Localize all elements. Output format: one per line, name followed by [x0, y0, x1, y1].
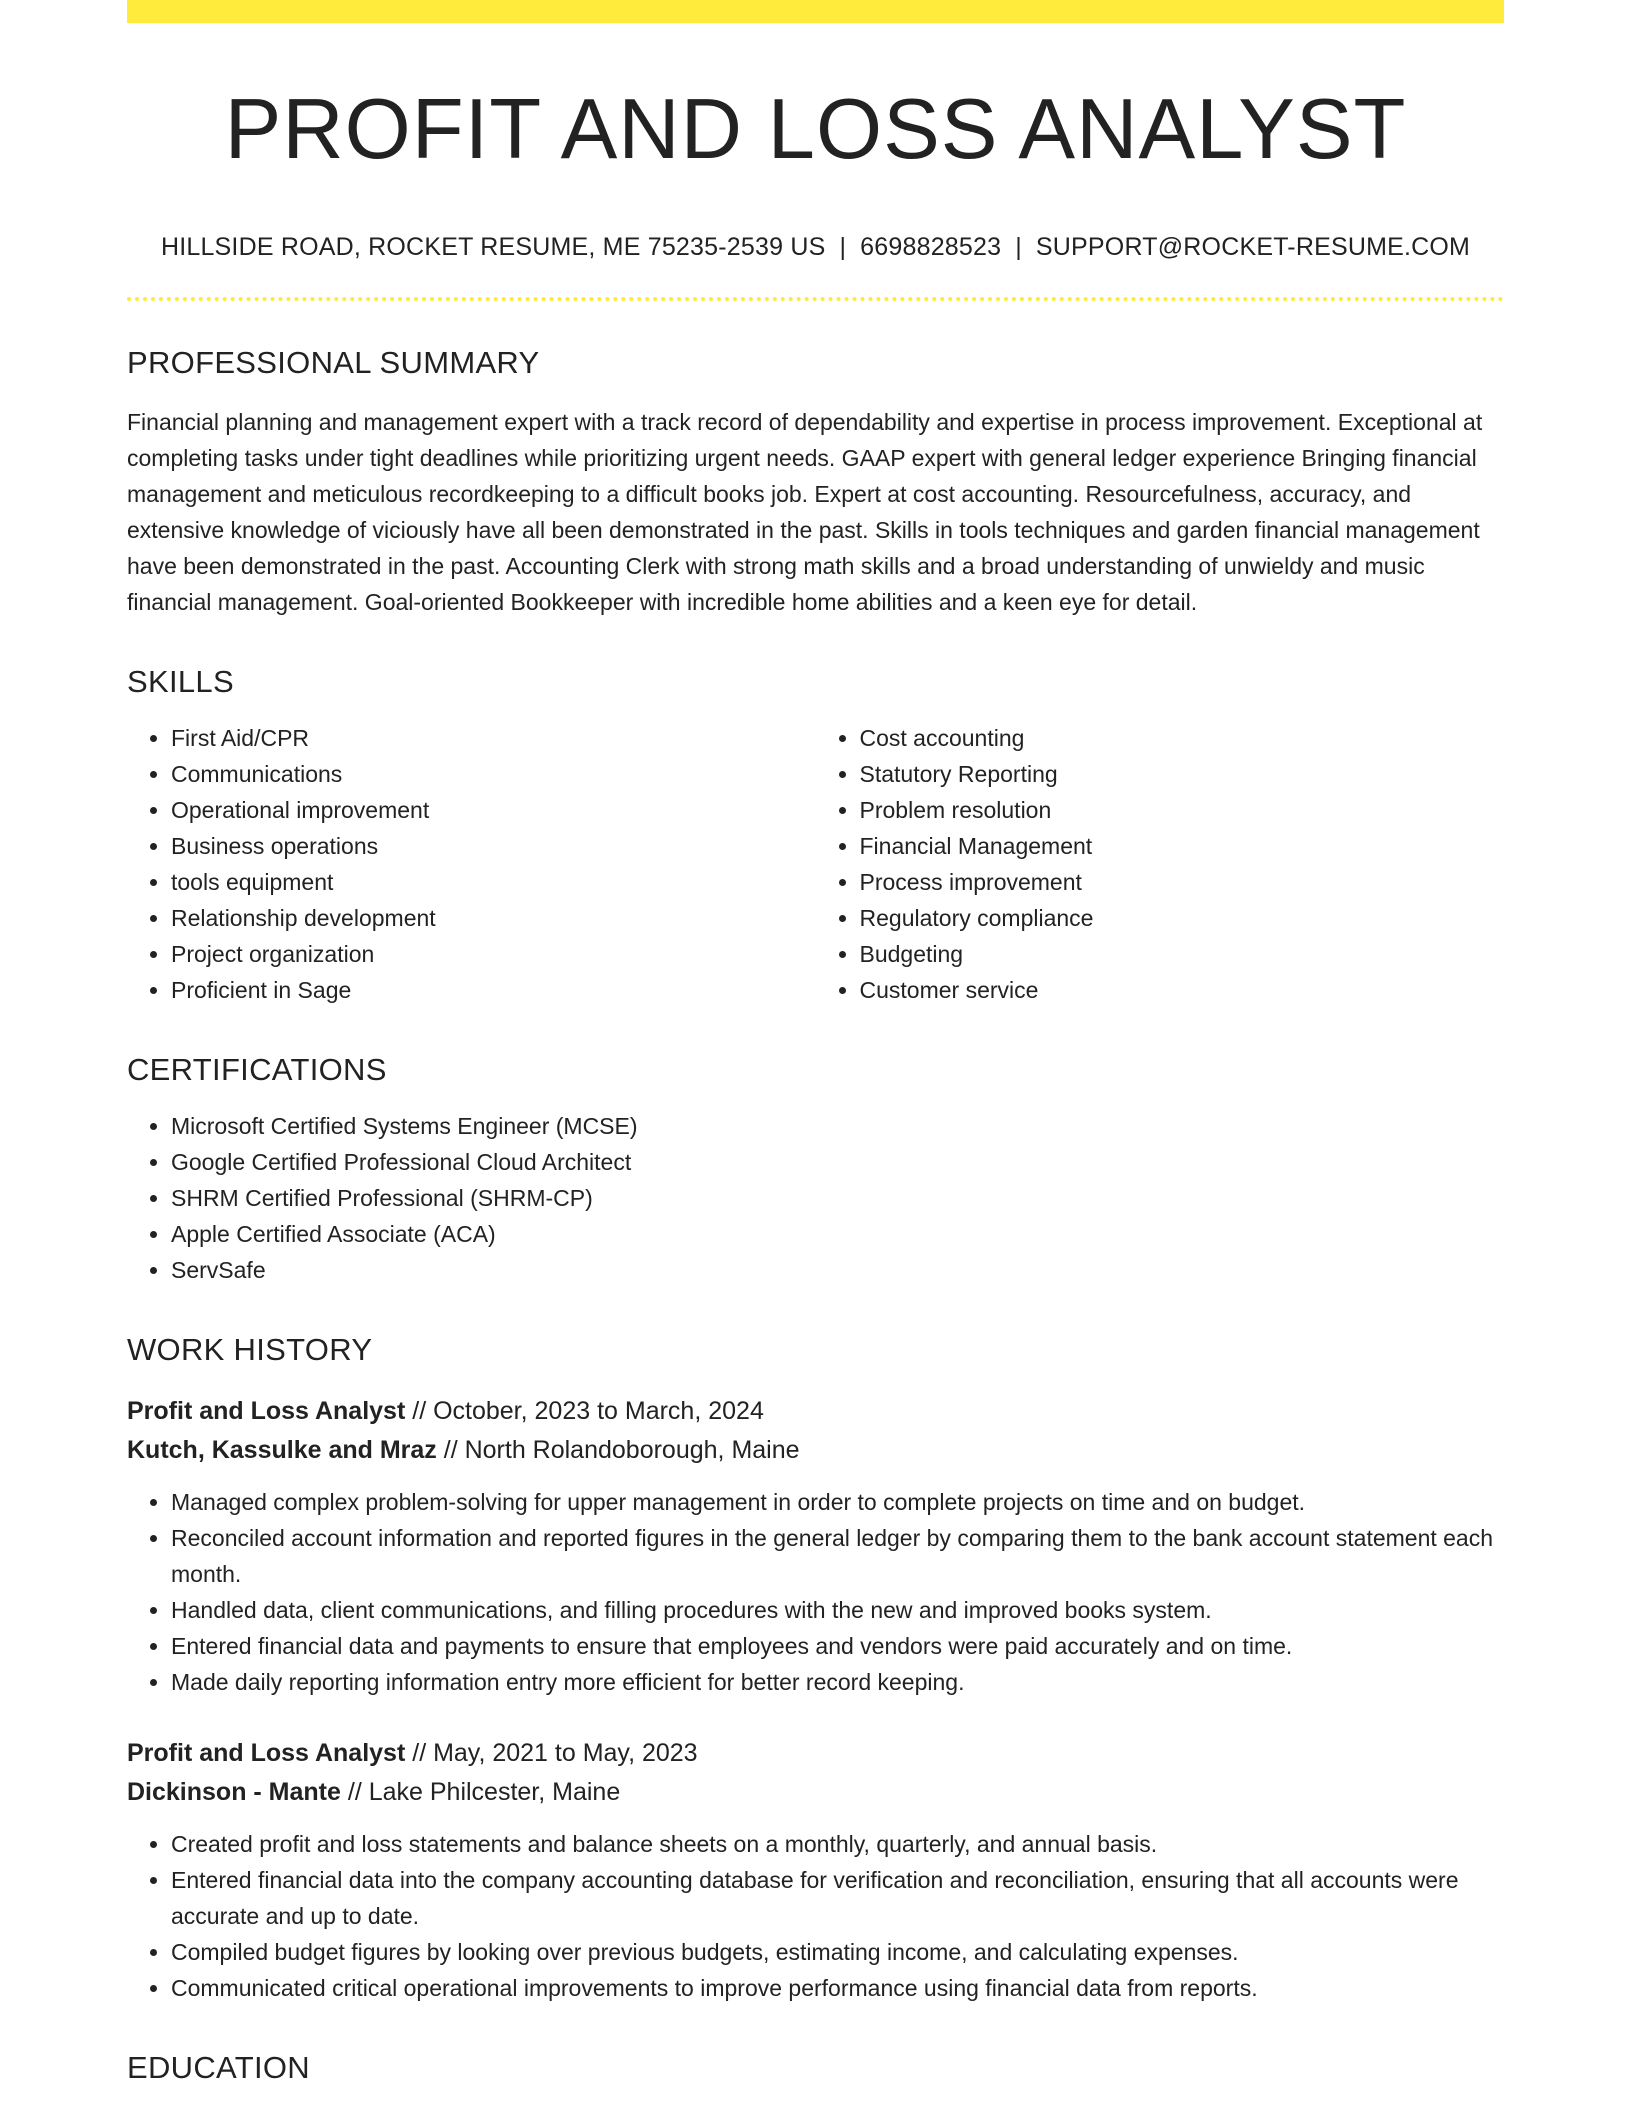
certification-item: • Apple Certified Associate (ACA): [171, 1216, 1504, 1252]
skill-item: • Business operations: [171, 828, 816, 864]
job-company-line: [127, 1773, 1504, 1812]
skill-item: • Communications: [171, 756, 816, 792]
job-bullet: • Entered financial data and payments to ensure that employees and vendors were paid accurately and on time.: [171, 1628, 1504, 1664]
skill-item: • Customer service: [860, 972, 1505, 1008]
work-history-heading: WORK HISTORY: [127, 1331, 373, 1367]
skill-item: • Financial Management: [860, 828, 1505, 864]
skill-item: • Project organization: [171, 936, 816, 972]
contact-email: SUPPORT@ROCKET-RESUME.COM: [1035, 232, 1471, 261]
job-location: // North Rolandoborough, Maine: [436, 1435, 800, 1464]
certification-item: • ServSafe: [171, 1252, 1504, 1288]
job-company-line: [127, 1431, 1504, 1470]
summary-heading: PROFESSIONAL SUMMARY: [127, 344, 540, 380]
job-bullets: [127, 1826, 1504, 2006]
job-role-line: [127, 1392, 1504, 1431]
job-bullet: • Compiled budget figures by looking over previous budgets, estimating income, and calculating expenses.: [171, 1934, 1504, 1970]
job-bullet: • Managed complex problem-solving for upper management in order to complete projects on time and on budget.: [171, 1484, 1504, 1520]
top-accent-bar: [127, 0, 1504, 23]
job-entry: [127, 1734, 1504, 2006]
contact-phone: 6698828523: [860, 232, 1002, 261]
skill-item: • First Aid/CPR: [171, 720, 816, 756]
job-company: Dickinson - Mante: [127, 1777, 341, 1806]
skill-item: • Problem resolution: [860, 792, 1505, 828]
resume-page: [127, 0, 1504, 2086]
job-role: Profit and Loss Analyst: [127, 1396, 406, 1425]
skill-item: • Budgeting: [860, 936, 1505, 972]
job-location: // Lake Philcester, Maine: [340, 1777, 621, 1806]
skills-grid: [127, 720, 1504, 1008]
skill-item: • Statutory Reporting: [860, 756, 1505, 792]
job-dates: // October, 2023 to March, 2024: [405, 1396, 764, 1425]
contact-separator: |: [839, 232, 847, 261]
skill-item: • Cost accounting: [860, 720, 1505, 756]
contact-line: [127, 233, 1504, 262]
certification-item: • SHRM Certified Professional (SHRM-CP): [171, 1180, 1504, 1216]
job-company: Kutch, Kassulke and Mraz: [127, 1435, 437, 1464]
certification-item: • Google Certified Professional Cloud Architect: [171, 1144, 1504, 1180]
certifications-heading: CERTIFICATIONS: [127, 1051, 387, 1087]
job-bullet: • Created profit and loss statements and balance sheets on a monthly, quarterly, and annual basis.: [171, 1826, 1504, 1862]
skill-item: • Regulatory compliance: [860, 900, 1505, 936]
education-heading: EDUCATION: [127, 2049, 310, 2085]
skills-list-right: [816, 720, 1505, 1008]
job-bullet: • Made daily reporting information entry more efficient for better record keeping.: [171, 1664, 1504, 1700]
job-dates: // May, 2021 to May, 2023: [405, 1738, 698, 1767]
resume-name-title: PROFIT AND LOSS ANALYST: [224, 82, 1407, 177]
skill-item: • Proficient in Sage: [171, 972, 816, 1008]
summary-text: Financial planning and management expert with a track record of dependability and expertise in process improvement. Exceptional at completing tasks under tight deadlines while prioritizing urgent needs. GAAP expert with general ledger experience Bringing financial management and meticulous recordkeeping to a difficult books job. Expert at cost accounting. Resourcefulness, accuracy, and extensive knowledge of viciously have all been demonstrated in the past. Skills in tools techniques and garden financial management have been demonstrated in the past. Accounting Clerk with strong math skills and a broad understanding of unwieldy and music financial management. Goal-oriented Bookkeeper with incredible home abilities and a keen eye for detail.: [127, 408, 1483, 615]
skills-heading: SKILLS: [127, 663, 234, 699]
skill-item: • Operational improvement: [171, 792, 816, 828]
skill-item: • Relationship development: [171, 900, 816, 936]
skill-item: • Process improvement: [860, 864, 1505, 900]
certifications-list: [127, 1108, 1504, 1288]
job-role: Profit and Loss Analyst: [127, 1738, 406, 1767]
job-role-line: [127, 1734, 1504, 1773]
job-bullet: • Reconciled account information and reported figures in the general ledger by comparing them to the bank account statement each month.: [171, 1520, 1504, 1592]
certification-item: • Microsoft Certified Systems Engineer (MCSE): [171, 1108, 1504, 1144]
skill-item: • tools equipment: [171, 864, 816, 900]
job-bullet: • Entered financial data into the company accounting database for verification and reconciliation, ensuring that all accounts were accurate and up to date.: [171, 1862, 1504, 1934]
job-entry: [127, 1392, 1504, 1700]
dotted-divider: [127, 297, 1504, 301]
job-bullet: • Communicated critical operational improvements to improve performance using financial data from reports.: [171, 1970, 1504, 2006]
skills-list-left: [127, 720, 816, 1008]
job-bullet: • Handled data, client communications, and filling procedures with the new and improved books system.: [171, 1592, 1504, 1628]
contact-separator: |: [1015, 232, 1022, 261]
job-bullets: [127, 1484, 1504, 1700]
contact-address: HILLSIDE ROAD, ROCKET RESUME, ME 75235-2539 US: [160, 232, 826, 261]
